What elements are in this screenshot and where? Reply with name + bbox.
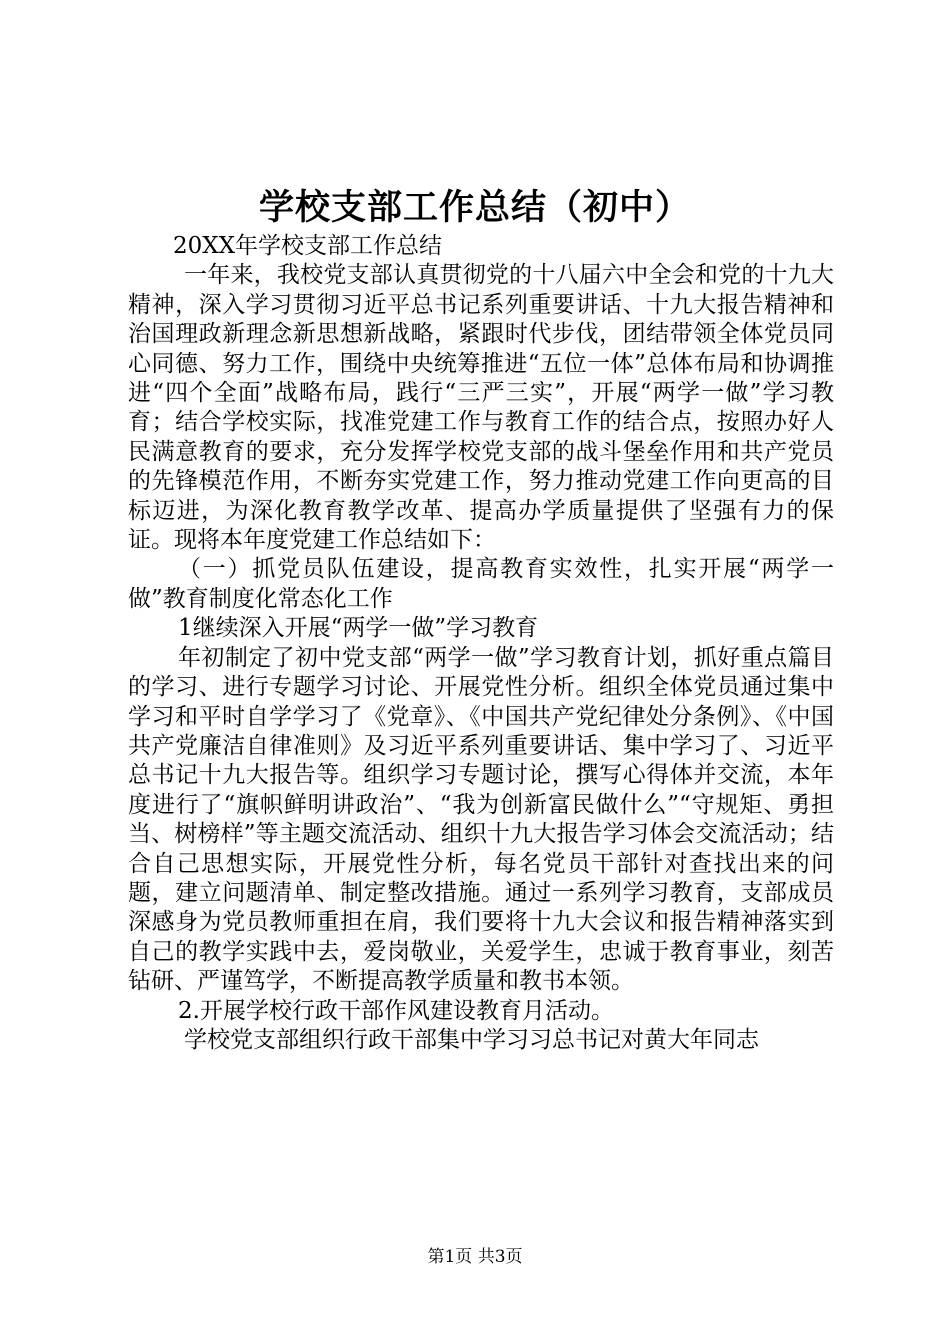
subsection-heading-1: 1继续深入开展“两学一做”学习教育 [178, 615, 539, 642]
body-paragraph-1: 年初制定了初中党支部“两学一做”学习教育计划，抓好重点篇目的学习、进行专题学习讨论、开展党性分析。组织全体党员通过集中学习和平时自学学习了《党章》、《中国共产党纪律处分条例》、《中国共产党廉洁自律准则》及习近平系列重要讲话、集中学习了、习近平总书记十九大报告等。组织学习专题讨论，撰写心得体并交流，本年度进行了“旗帜鲜明讲政治”、“我为创新富民做什么”“守规矩、勇担当、树榜样”等主题交流活动、组织十九大报告学习体会交流活动；结合自己思想实际，开展党性分析，每名党员干部针对查找出来的问题，建立问题清单、制定整改措施。通过一系列学习教育，支部成员深感身为党员教师重担在肩，我们要将十九大会议和报告精神落实到自己的教学实践中去，爱岗敬业，关爱学生，忠诚于教育事业，刻苦钻研、严谨笃学，不断提高教学质量和教书本领。 [128, 644, 834, 995]
document-body [128, 232, 834, 1055]
section-heading-1: （一）抓党员队伍建设，提高教育实效性，扎实开展“两学一做”教育制度化常态化工作 [128, 556, 834, 612]
intro-paragraph: 一年来，我校党支部认真贯彻党的十八届六中全会和党的十九大精神，深入学习贯彻习近平总书记系列重要讲话、十九大报告精神和治国理政新理念新思想新战略，紧跟时代步伐，团结带领全体党员同心同德、努力工作，围绕中央统筹推进“五位一体”总体布局和协调推进“四个全面”战略布局，践行“三严三实”，开展“两学一做”学习教育；结合学校实际，找准党建工作与教育工作的结合点，按照办好人民满意教育的要求，充分发挥学校党支部的战斗堡垒作用和共产党员的先锋模范作用，不断夯实党建工作，努力推动党建工作向更高的目标迈进，为深化教育教学改革、提高办学质量提供了坚强有力的保证。现将本年度党建工作总结如下： [128, 262, 834, 554]
subtitle-paragraph: 20XX年学校支部工作总结 [173, 233, 443, 259]
body-paragraph-2: 学校党支部组织行政干部集中学习习总书记对黄大年同志 [184, 1026, 759, 1053]
document-title: 学校支部工作总结（初中） [258, 187, 691, 228]
subsection-heading-2: 2.开展学校行政干部作风建设教育月活动。 [178, 997, 614, 1024]
page-footer: 第1页 共3页 [427, 1247, 523, 1267]
